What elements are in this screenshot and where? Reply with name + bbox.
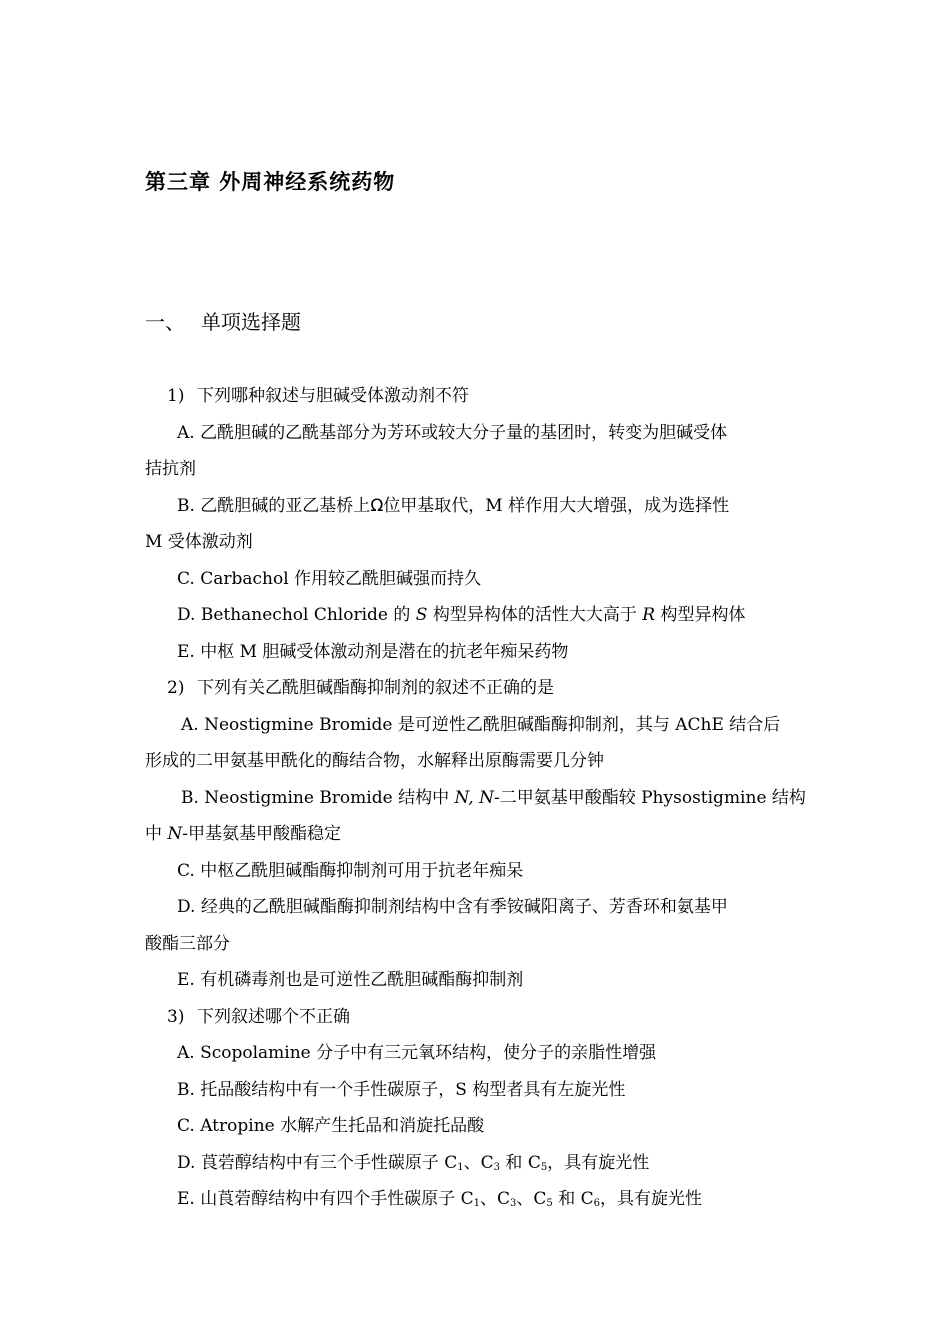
option-text: B. 乙酰胆碱的亚乙基桥上 — [177, 495, 371, 516]
option-text: 、C — [463, 1152, 494, 1173]
italic-n-n: N, N — [454, 787, 494, 808]
option-text: 构型异构体的活性大大高于 — [427, 605, 643, 625]
option-text: D. 莨菪醇结构中有三个手性碳原子 C — [177, 1152, 458, 1173]
q1-option-d — [145, 597, 810, 634]
italic-n: N — [167, 824, 183, 844]
option-text: -甲基氨基甲酸酯稳定 — [182, 824, 342, 844]
q2-option-c: C. 中枢乙酰胆碱酯酶抑制剂可用于抗老年痴呆 — [177, 860, 524, 881]
option-text: 、C — [480, 1189, 511, 1209]
question-text: 下列哪种叙述与胆碱受体激动剂不符 — [197, 386, 469, 406]
question-2-stem — [145, 670, 810, 707]
section-number: 一、 — [145, 310, 185, 334]
option-text: 、C — [516, 1189, 547, 1209]
subscript: 6 — [593, 1198, 600, 1209]
option-text: 位甲基取代，M 样作用大大增强，成为选择性 — [383, 495, 730, 516]
question-number: 3) — [167, 1006, 185, 1027]
question-number: 2) — [167, 678, 185, 698]
question-number: 1) — [167, 386, 185, 406]
subscript: 5 — [546, 1198, 553, 1209]
question-list — [145, 378, 810, 1218]
italic-s: S — [415, 605, 428, 625]
q1-option-c: C. Carbachol 作用较乙酰胆碱强而持久 — [177, 568, 482, 589]
subscript: 1 — [473, 1198, 481, 1209]
q3-option-d — [145, 1145, 810, 1182]
q2-option-e: E. 有机磷毒剂也是可逆性乙酰胆碱酯酶抑制剂 — [177, 970, 524, 990]
section-heading — [145, 306, 301, 335]
q1-option-a-continued: 拮抗剂 — [145, 459, 196, 479]
q1-option-a: A. 乙酰胆碱的乙酰基部分为芳环或较大分子量的基团时，转变为胆碱受体 — [177, 422, 728, 443]
option-text: E. 山莨菪醇结构中有四个手性碳原子 C — [177, 1189, 474, 1209]
question-text: 下列有关乙酰胆碱酯酶抑制剂的叙述不正确的是 — [197, 678, 554, 698]
option-text: ，具有旋光性 — [600, 1189, 702, 1209]
question-1-stem — [145, 378, 810, 415]
option-text: 中 — [145, 824, 168, 844]
option-text: 和 C — [500, 1152, 541, 1173]
section-title: 单项选择题 — [201, 310, 301, 334]
question-3-stem — [145, 999, 810, 1036]
option-text: 构型异构体 — [655, 605, 746, 625]
q3-option-b: B. 托品酸结构中有一个手性碳原子，S 构型者具有左旋光性 — [177, 1079, 626, 1100]
q2-option-b-continued — [145, 816, 810, 853]
q2-option-a: A. Neostigmine Bromide 是可逆性乙酰胆碱酯酶抑制剂，其与 AChE 结合后 — [181, 714, 781, 735]
q1-option-e: E. 中枢 M 胆碱受体激动剂是潜在的抗老年痴呆药物 — [177, 641, 569, 662]
option-text: ，具有旋光性 — [547, 1152, 650, 1173]
q3-option-a: A. Scopolamine 分子中有三元氧环结构，使分子的亲脂性增强 — [177, 1043, 657, 1063]
italic-r: R — [642, 605, 656, 625]
omega-symbol: Ω — [370, 495, 384, 516]
q3-option-c: C. Atropine 水解产生托品和消旋托品酸 — [177, 1116, 485, 1136]
subscript: 5 — [540, 1161, 548, 1173]
chapter-title: 第三章 外周神经系统药物 — [145, 170, 396, 194]
q3-option-e — [145, 1181, 810, 1218]
q2-option-d: D. 经典的乙酰胆碱酯酶抑制剂结构中含有季铵碱阳离子、芳香环和氨基甲 — [177, 897, 728, 917]
option-text: 和 C — [552, 1189, 594, 1209]
q1-option-b-continued: M 受体激动剂 — [145, 532, 253, 552]
option-text: -二甲氨基甲酸酯较 Physostigmine 结构 — [493, 787, 806, 808]
subscript: 3 — [493, 1161, 501, 1173]
subscript: 3 — [510, 1198, 517, 1209]
q2-option-d-continued: 酸酯三部分 — [145, 933, 230, 954]
subscript: 1 — [457, 1161, 464, 1173]
question-text: 下列叙述哪个不正确 — [197, 1006, 350, 1027]
option-text: D. Bethanechol Chloride 的 — [177, 605, 416, 625]
q2-option-b — [145, 780, 810, 817]
option-text: B. Neostigmine Bromide 结构中 — [181, 787, 455, 808]
q1-option-b — [145, 488, 810, 525]
q2-option-a-continued: 形成的二甲氨基甲酰化的酶结合物，水解释出原酶需要几分钟 — [145, 751, 604, 771]
